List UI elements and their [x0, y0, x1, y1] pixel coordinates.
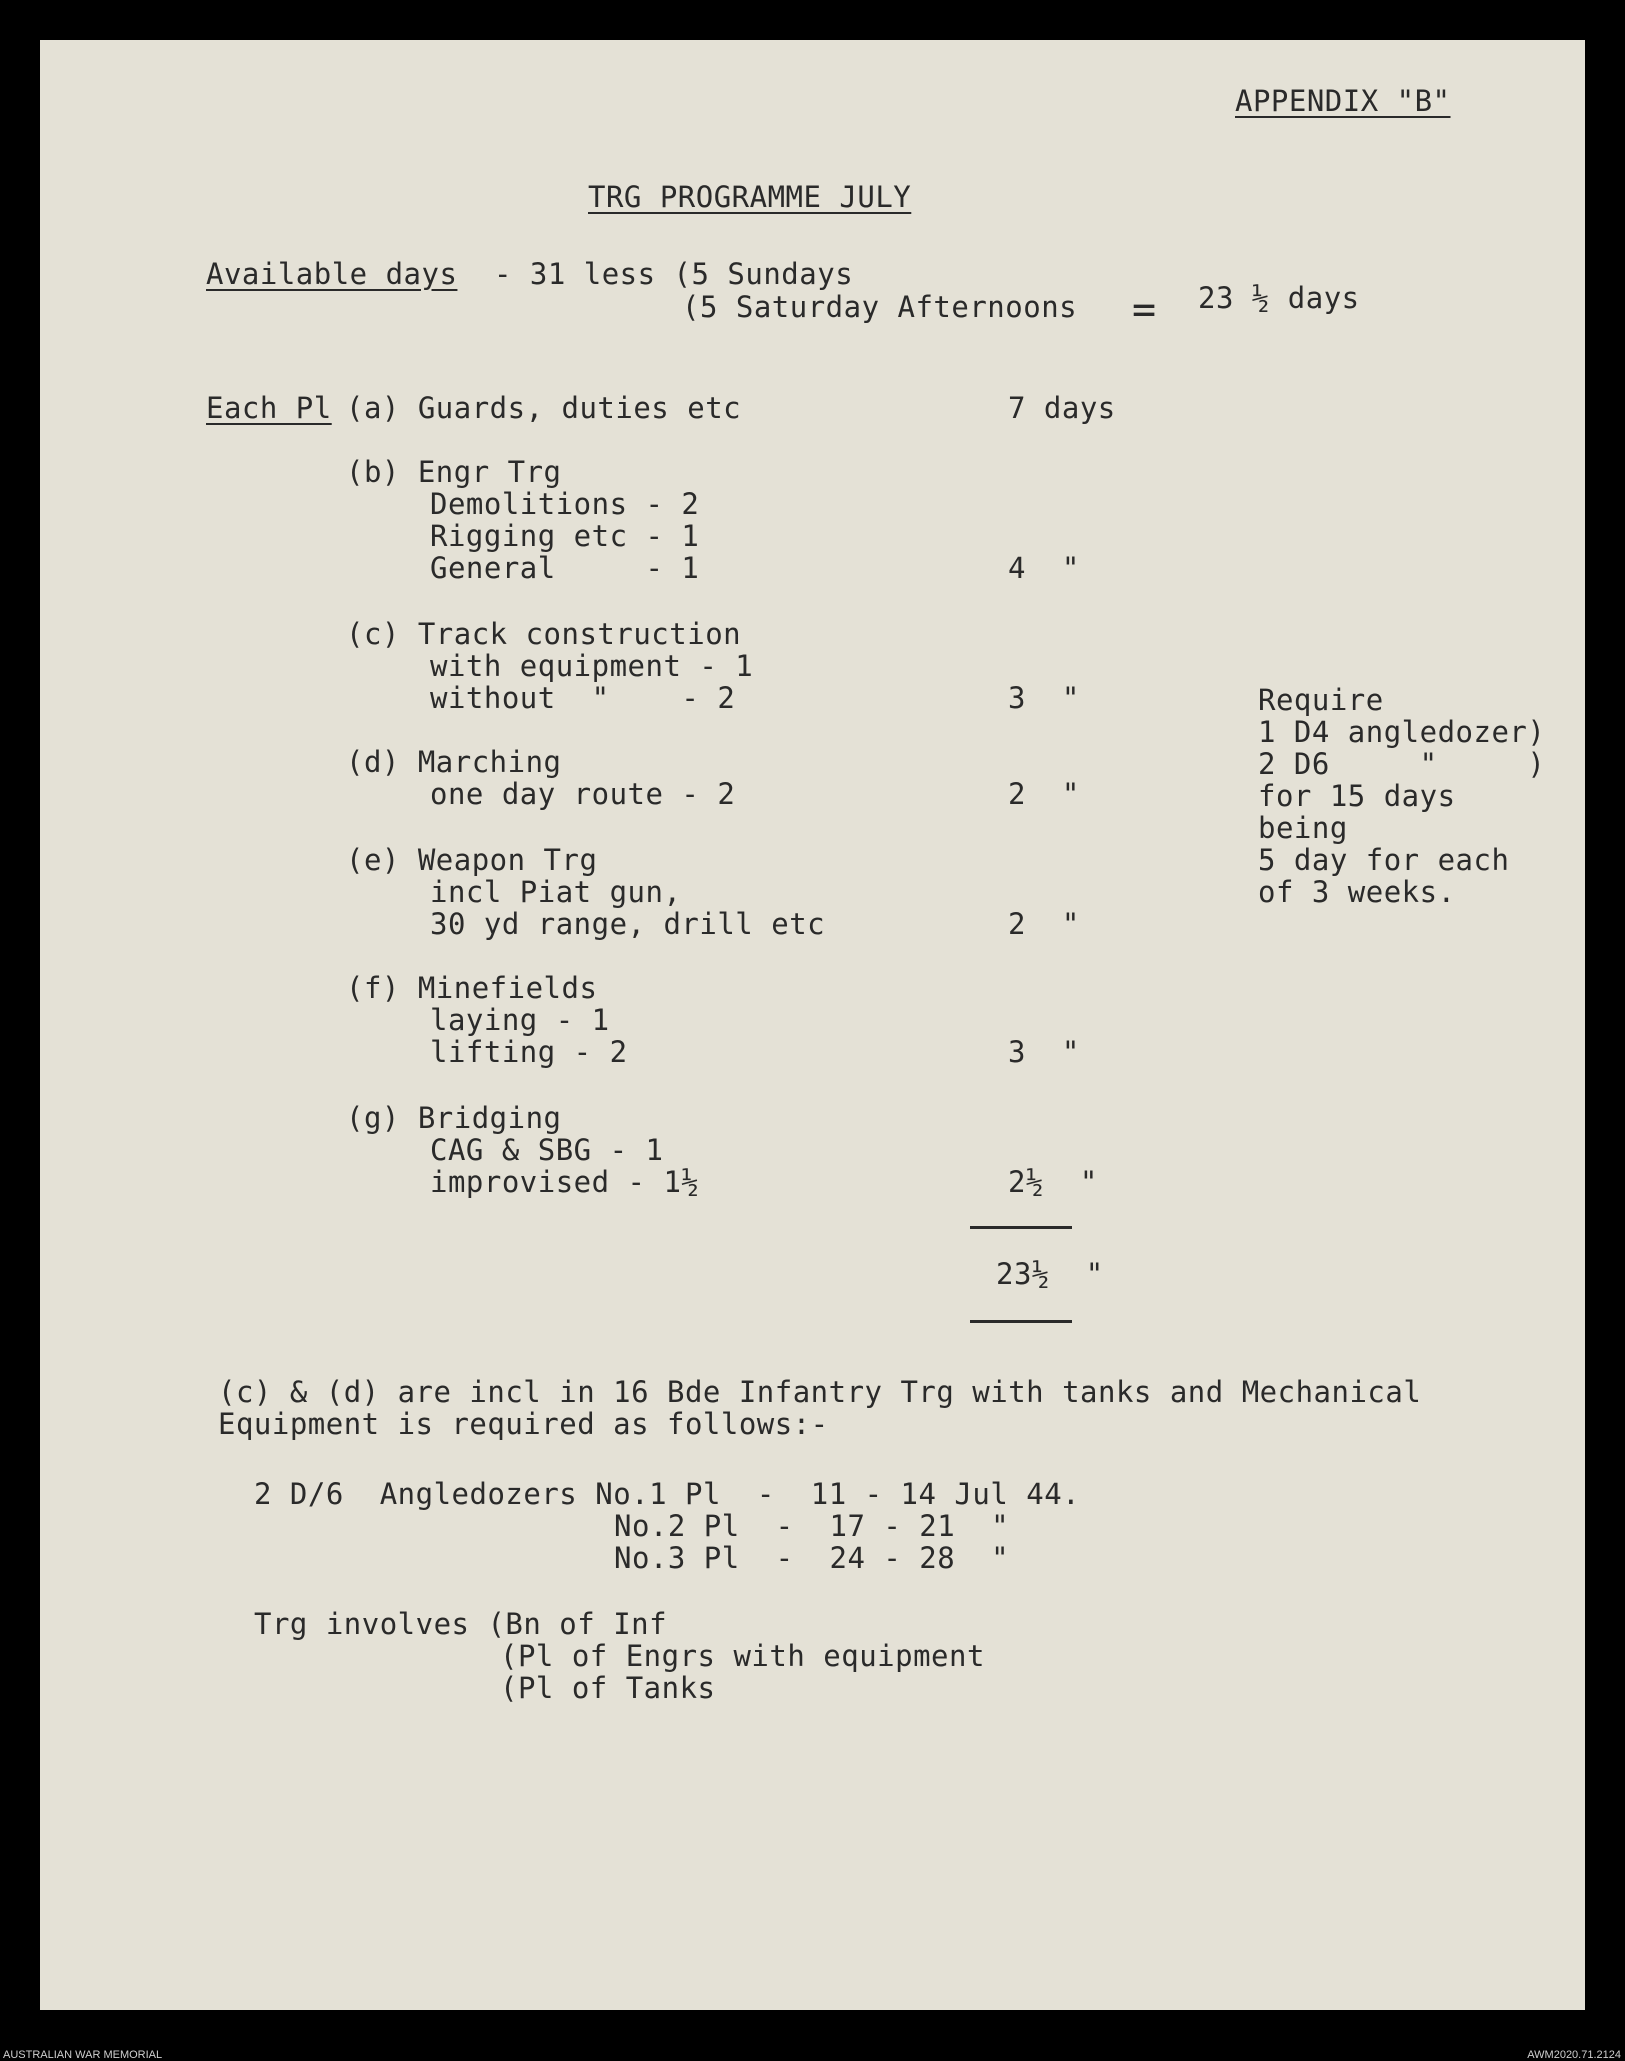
item-b-days: 4 "	[1008, 551, 1080, 585]
available-days-line-2: (5 Saturday Afternoons	[682, 290, 1078, 324]
paragraph-line: Equipment is required as follows:-	[218, 1407, 829, 1441]
available-days-total: 23 ½ days	[1198, 281, 1360, 315]
side-note-line: 5 day for each	[1258, 843, 1510, 877]
total-days: 23½ "	[996, 1257, 1104, 1291]
item-g-line: CAG & SBG - 1	[430, 1133, 664, 1167]
involves-line: (Pl of Engrs with equipment	[500, 1639, 985, 1673]
item-g-days: 2½ "	[1008, 1165, 1098, 1199]
paragraph-line: (c) & (d) are incl in 16 Bde Infantry Trg with tanks and Mechanical	[218, 1375, 1422, 1409]
item-e-line: incl Piat gun,	[430, 875, 682, 909]
schedule-row: 2 D/6 Angledozers No.1 Pl - 11 - 14 Jul 44.	[254, 1477, 1081, 1511]
item-f-days: 3 "	[1008, 1035, 1080, 1069]
item-d-title: (d) Marching	[346, 745, 562, 779]
item-d-days: 2 "	[1008, 777, 1080, 811]
page-title: TRG PROGRAMME JULY	[588, 180, 912, 214]
involves-line: Trg involves (Bn of Inf	[254, 1607, 668, 1641]
item-a-days: 7 days	[1008, 391, 1116, 425]
side-note-line: being	[1258, 811, 1348, 845]
appendix-label: APPENDIX "B"	[1235, 84, 1451, 118]
item-b-title: (b) Engr Trg	[346, 455, 562, 489]
item-g-line: improvised - 1½	[430, 1165, 700, 1199]
each-pl-label: Each Pl	[206, 391, 332, 425]
schedule-row: No.2 Pl - 17 - 21 "	[614, 1509, 1010, 1543]
item-d-line: one day route - 2	[430, 777, 736, 811]
item-b-line: General - 1	[430, 551, 700, 585]
item-f-line: lifting - 2	[430, 1035, 628, 1069]
item-f-title: (f) Minefields	[346, 971, 598, 1005]
document-page	[40, 40, 1585, 2010]
item-e-line: 30 yd range, drill etc	[430, 907, 826, 941]
item-c-line: without " - 2	[430, 681, 736, 715]
item-b-line: Demolitions - 2	[430, 487, 700, 521]
item-g-title: (g) Bridging	[346, 1101, 562, 1135]
item-c-title: (c) Track construction	[346, 617, 742, 651]
item-c-line: with equipment - 1	[430, 649, 754, 683]
involves-line: (Pl of Tanks	[500, 1671, 716, 1705]
item-e-title: (e) Weapon Trg	[346, 843, 598, 877]
sum-rule-top	[970, 1226, 1072, 1229]
equals-sign: =	[1132, 287, 1157, 333]
available-days-label: Available days	[206, 257, 458, 291]
footer-accession: AWM2020.71.2124	[1527, 2049, 1621, 2061]
footer-institution: AUSTRALIAN WAR MEMORIAL	[3, 2049, 163, 2061]
item-b-line: Rigging etc - 1	[430, 519, 700, 553]
side-note-line: 2 D6 " )	[1258, 747, 1546, 781]
sum-rule-bottom	[970, 1320, 1072, 1323]
side-note-line: for 15 days	[1258, 779, 1456, 813]
side-note-line: 1 D4 angledozer)	[1258, 715, 1546, 749]
item-c-days: 3 "	[1008, 681, 1080, 715]
item-e-days: 2 "	[1008, 907, 1080, 941]
available-days-line-1: - 31 less (5 Sundays	[476, 257, 854, 291]
side-note-line: Require	[1258, 683, 1384, 717]
side-note-line: of 3 weeks.	[1258, 875, 1456, 909]
schedule-row: No.3 Pl - 24 - 28 "	[614, 1541, 1010, 1575]
item-f-line: laying - 1	[430, 1003, 610, 1037]
item-a-line: (a) Guards, duties etc	[346, 391, 742, 425]
